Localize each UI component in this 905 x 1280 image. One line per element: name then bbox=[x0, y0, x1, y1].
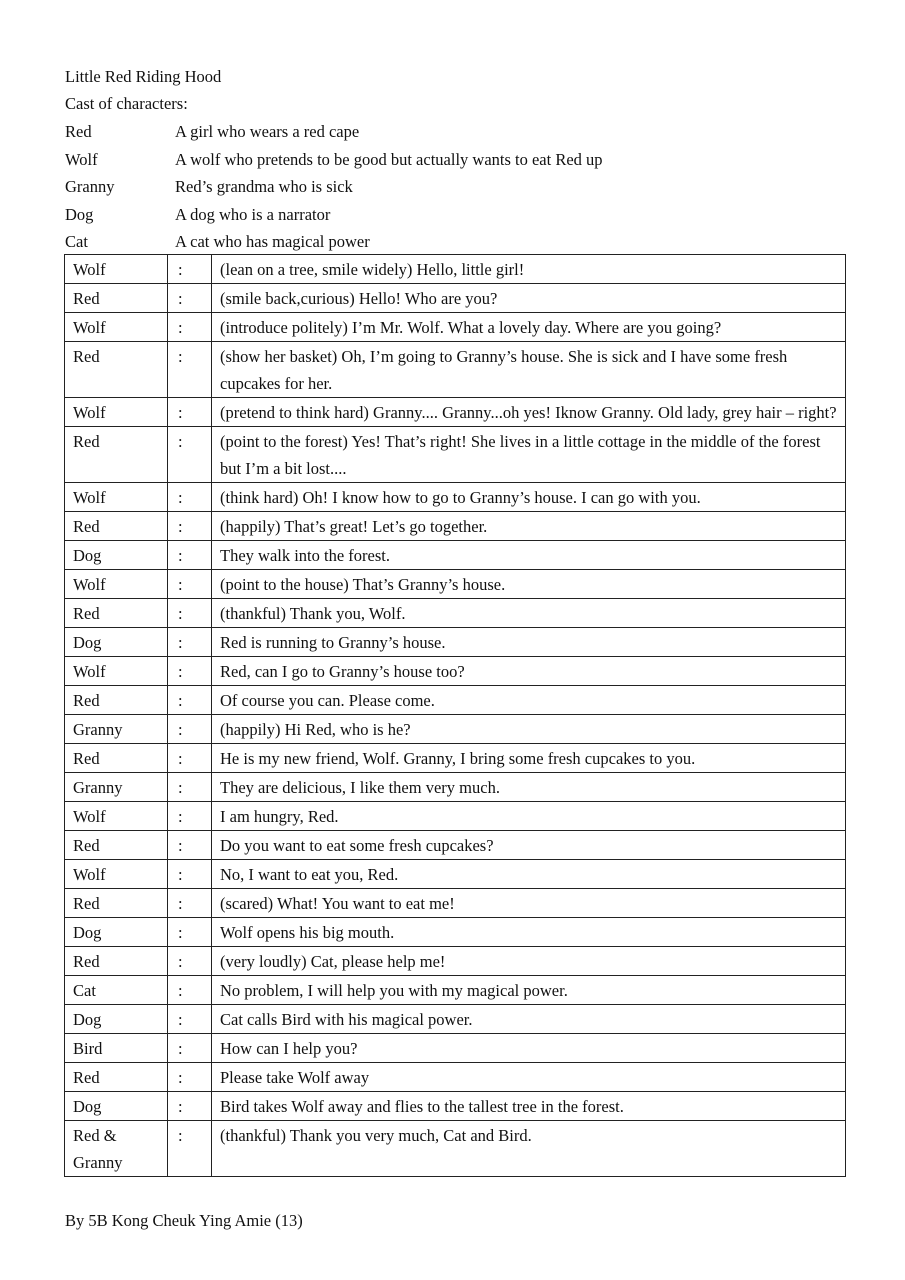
dialogue-cell: (point to the house) That’s Granny’s house. bbox=[212, 570, 846, 599]
dialogue-cell: Bird takes Wolf away and flies to the tallest tree in the forest. bbox=[212, 1092, 846, 1121]
speaker-cell: Red bbox=[65, 284, 168, 313]
speaker-cell: Dog bbox=[65, 1092, 168, 1121]
dialogue-cell: I am hungry, Red. bbox=[212, 802, 846, 831]
dialogue-cell: (pretend to think hard) Granny.... Granny...oh yes! Iknow Granny. Old lady, grey hair – right? bbox=[212, 398, 846, 427]
speaker-cell: Wolf bbox=[65, 860, 168, 889]
speaker-cell: Granny bbox=[65, 773, 168, 802]
dialogue-cell: (smile back,curious) Hello! Who are you? bbox=[212, 284, 846, 313]
dialogue-cell: How can I help you? bbox=[212, 1034, 846, 1063]
speaker-cell: Red & Granny bbox=[65, 1121, 168, 1177]
cast-item bbox=[65, 201, 845, 229]
dialogue-cell: No, I want to eat you, Red. bbox=[212, 860, 846, 889]
cast-item bbox=[65, 118, 845, 146]
dialogue-cell: Please take Wolf away bbox=[212, 1063, 846, 1092]
dialogue-cell: (thankful) Thank you very much, Cat and Bird. bbox=[212, 1121, 846, 1177]
cast-description: A wolf who pretends to be good but actually wants to eat Red up bbox=[175, 149, 603, 169]
script-row bbox=[65, 744, 846, 773]
script-row bbox=[65, 541, 846, 570]
separator-cell: : bbox=[168, 512, 212, 541]
separator-cell: : bbox=[168, 570, 212, 599]
script-row bbox=[65, 284, 846, 313]
cast-name: Dog bbox=[65, 204, 94, 224]
dialogue-cell: (thankful) Thank you, Wolf. bbox=[212, 599, 846, 628]
speaker-cell: Red bbox=[65, 889, 168, 918]
dialogue-cell: (point to the forest) Yes! That’s right! She lives in a little cottage in the middle of the forest but I’m a bit lost.... bbox=[212, 427, 846, 483]
script-row bbox=[65, 1092, 846, 1121]
separator-cell: : bbox=[168, 313, 212, 342]
separator-cell: : bbox=[168, 483, 212, 512]
script-row bbox=[65, 947, 846, 976]
speaker-cell: Wolf bbox=[65, 657, 168, 686]
cast-name: Cat bbox=[65, 232, 88, 251]
author-credit: By 5B Kong Cheuk Ying Amie (13) bbox=[65, 1211, 303, 1230]
speaker-cell: Dog bbox=[65, 628, 168, 657]
script-row bbox=[65, 860, 846, 889]
script-row bbox=[65, 918, 846, 947]
separator-cell: : bbox=[168, 889, 212, 918]
separator-cell: : bbox=[168, 715, 212, 744]
script-row bbox=[65, 255, 846, 284]
speaker-cell: Dog bbox=[65, 541, 168, 570]
dialogue-cell: (happily) Hi Red, who is he? bbox=[212, 715, 846, 744]
separator-cell: : bbox=[168, 427, 212, 483]
separator-cell: : bbox=[168, 1063, 212, 1092]
separator-cell: : bbox=[168, 1092, 212, 1121]
separator-cell: : bbox=[168, 255, 212, 284]
cast-item bbox=[65, 228, 845, 256]
speaker-cell: Dog bbox=[65, 1005, 168, 1034]
script-row bbox=[65, 628, 846, 657]
separator-cell: : bbox=[168, 976, 212, 1005]
cast-name: Wolf bbox=[65, 149, 98, 169]
separator-cell: : bbox=[168, 947, 212, 976]
script-row bbox=[65, 802, 846, 831]
dialogue-cell: (scared) What! You want to eat me! bbox=[212, 889, 846, 918]
speaker-cell: Wolf bbox=[65, 802, 168, 831]
separator-cell: : bbox=[168, 918, 212, 947]
cast-description: A cat who has magical power bbox=[175, 232, 370, 251]
separator-cell: : bbox=[168, 802, 212, 831]
separator-cell: : bbox=[168, 744, 212, 773]
cast-description: A girl who wears a red cape bbox=[175, 122, 360, 141]
speaker-cell: Wolf bbox=[65, 570, 168, 599]
speaker-cell: Wolf bbox=[65, 255, 168, 284]
script-row bbox=[65, 889, 846, 918]
separator-cell: : bbox=[168, 686, 212, 715]
separator-cell: : bbox=[168, 398, 212, 427]
separator-cell: : bbox=[168, 1005, 212, 1034]
speaker-cell: Red bbox=[65, 427, 168, 483]
dialogue-cell: No problem, I will help you with my magical power. bbox=[212, 976, 846, 1005]
dialogue-cell: (very loudly) Cat, please help me! bbox=[212, 947, 846, 976]
separator-cell: : bbox=[168, 1121, 212, 1177]
script-row bbox=[65, 686, 846, 715]
dialogue-cell: (lean on a tree, smile widely) Hello, little girl! bbox=[212, 255, 846, 284]
separator-cell: : bbox=[168, 860, 212, 889]
dialogue-cell: Red is running to Granny’s house. bbox=[212, 628, 846, 657]
dialogue-cell: Red, can I go to Granny’s house too? bbox=[212, 657, 846, 686]
speaker-cell: Dog bbox=[65, 918, 168, 947]
script-row bbox=[65, 313, 846, 342]
script-row bbox=[65, 398, 846, 427]
script-row bbox=[65, 773, 846, 802]
script-row bbox=[65, 1063, 846, 1092]
cast-item bbox=[65, 146, 845, 174]
cast-item bbox=[65, 173, 845, 201]
cast-heading: Cast of characters: bbox=[65, 94, 188, 113]
script-row bbox=[65, 512, 846, 541]
dialogue-cell: (happily) That’s great! Let’s go together. bbox=[212, 512, 846, 541]
script-row bbox=[65, 657, 846, 686]
speaker-cell: Red bbox=[65, 342, 168, 398]
speaker-cell: Red bbox=[65, 947, 168, 976]
dialogue-cell: Do you want to eat some fresh cupcakes? bbox=[212, 831, 846, 860]
separator-cell: : bbox=[168, 284, 212, 313]
separator-cell: : bbox=[168, 628, 212, 657]
document-title: Little Red Riding Hood bbox=[65, 67, 222, 86]
speaker-cell: Wolf bbox=[65, 398, 168, 427]
dialogue-cell: Wolf opens his big mouth. bbox=[212, 918, 846, 947]
script-row bbox=[65, 342, 846, 398]
script-row bbox=[65, 599, 846, 628]
script-row bbox=[65, 1034, 846, 1063]
cast-list bbox=[65, 118, 845, 256]
speaker-cell: Red bbox=[65, 512, 168, 541]
cast-name: Granny bbox=[65, 177, 115, 196]
separator-cell: : bbox=[168, 657, 212, 686]
separator-cell: : bbox=[168, 541, 212, 570]
separator-cell: : bbox=[168, 831, 212, 860]
speaker-cell: Granny bbox=[65, 715, 168, 744]
dialogue-cell: Cat calls Bird with his magical power. bbox=[212, 1005, 846, 1034]
speaker-cell: Red bbox=[65, 744, 168, 773]
script-row bbox=[65, 427, 846, 483]
script-row bbox=[65, 483, 846, 512]
script-row bbox=[65, 1121, 846, 1177]
dialogue-cell: Of course you can. Please come. bbox=[212, 686, 846, 715]
script-row bbox=[65, 715, 846, 744]
script-row bbox=[65, 1005, 846, 1034]
script-row bbox=[65, 831, 846, 860]
dialogue-cell: (think hard) Oh! I know how to go to Granny’s house. I can go with you. bbox=[212, 483, 846, 512]
dialogue-cell: He is my new friend, Wolf. Granny, I bring some fresh cupcakes to you. bbox=[212, 744, 846, 773]
speaker-cell: Red bbox=[65, 686, 168, 715]
speaker-cell: Red bbox=[65, 1063, 168, 1092]
speaker-cell: Wolf bbox=[65, 313, 168, 342]
dialogue-cell: They are delicious, I like them very much. bbox=[212, 773, 846, 802]
script-table bbox=[64, 254, 846, 1177]
speaker-cell: Red bbox=[65, 599, 168, 628]
separator-cell: : bbox=[168, 773, 212, 802]
separator-cell: : bbox=[168, 1034, 212, 1063]
separator-cell: : bbox=[168, 599, 212, 628]
speaker-cell: Wolf bbox=[65, 483, 168, 512]
speaker-cell: Cat bbox=[65, 976, 168, 1005]
script-table-body bbox=[65, 255, 846, 1177]
cast-description: A dog who is a narrator bbox=[175, 204, 331, 224]
cast-name: Red bbox=[65, 122, 92, 141]
dialogue-cell: They walk into the forest. bbox=[212, 541, 846, 570]
separator-cell: : bbox=[168, 342, 212, 398]
script-row bbox=[65, 976, 846, 1005]
speaker-cell: Red bbox=[65, 831, 168, 860]
speaker-cell: Bird bbox=[65, 1034, 168, 1063]
dialogue-cell: (introduce politely) I’m Mr. Wolf. What a lovely day. Where are you going? bbox=[212, 313, 846, 342]
cast-description: Red’s grandma who is sick bbox=[175, 177, 353, 196]
dialogue-cell: (show her basket) Oh, I’m going to Granny’s house. She is sick and I have some fresh cupcakes for her. bbox=[212, 342, 846, 398]
script-row bbox=[65, 570, 846, 599]
